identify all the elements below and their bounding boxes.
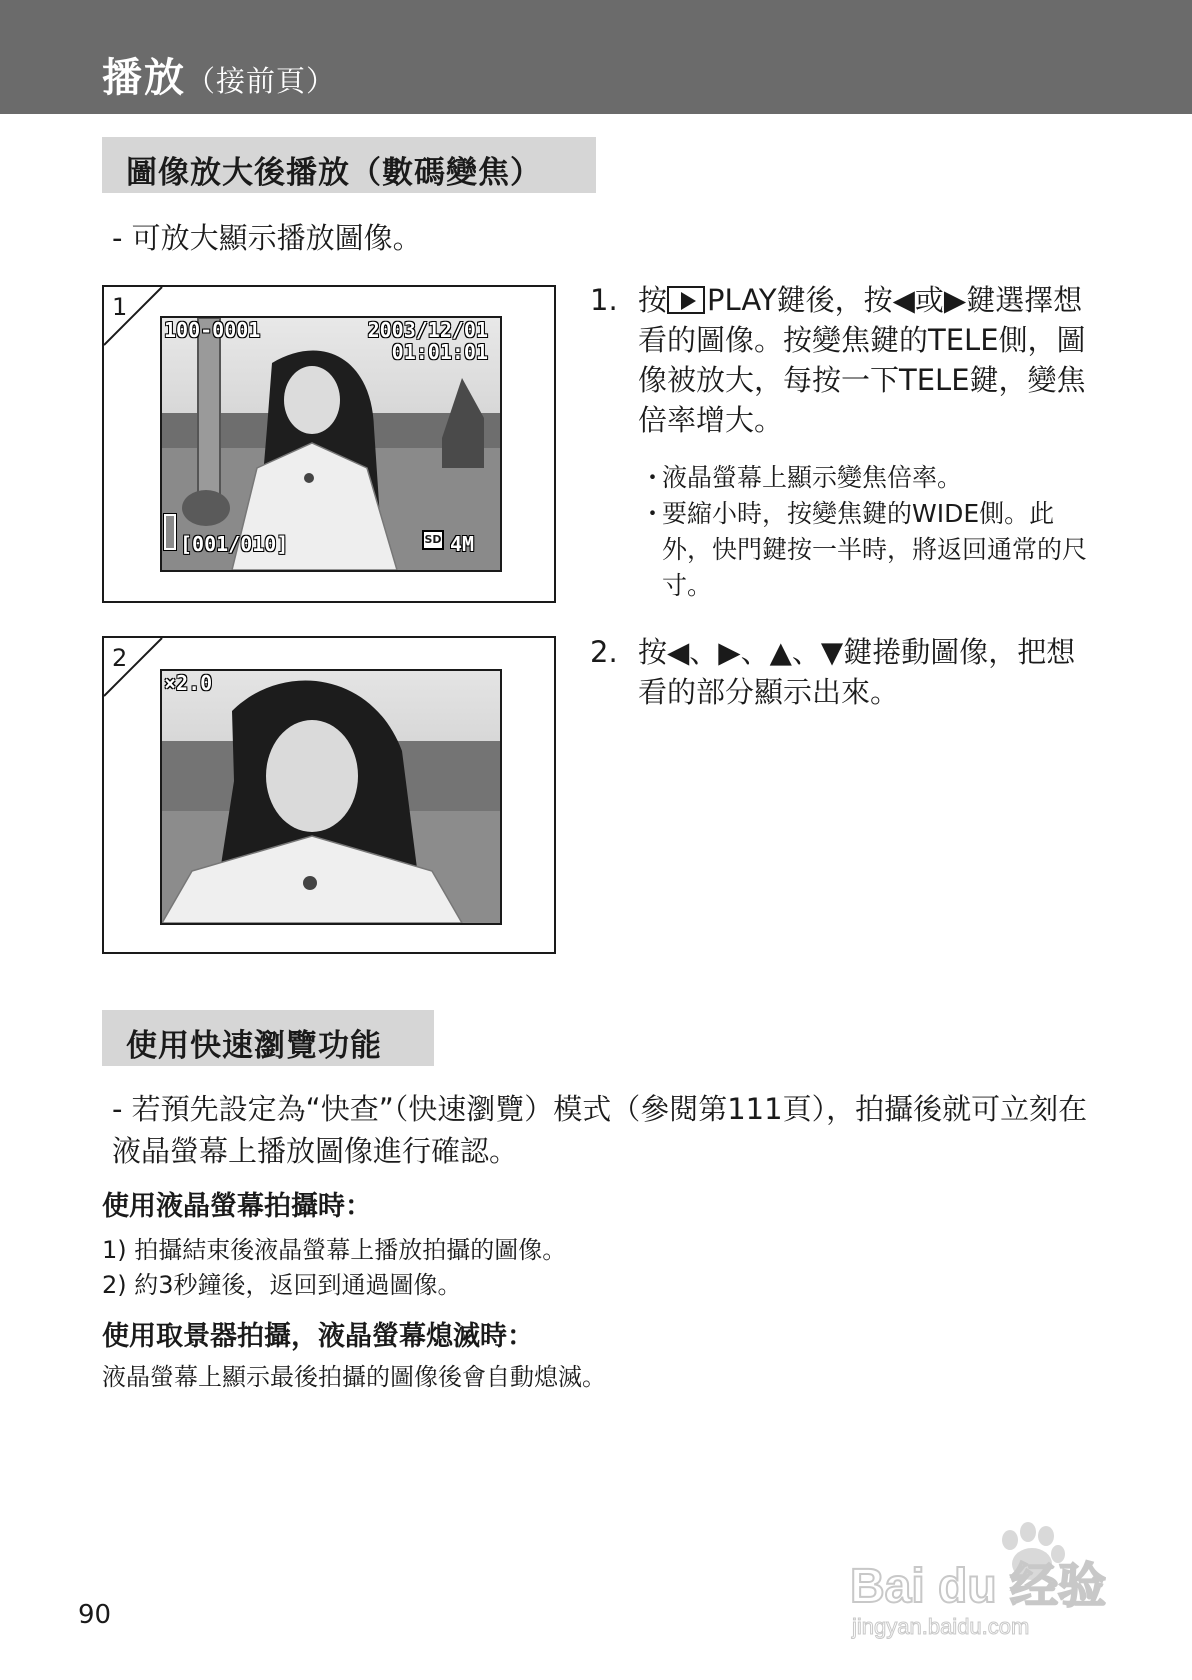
watermark-url: jingyan.baidu.com bbox=[852, 1614, 1030, 1639]
image-counter: [001/010] bbox=[180, 532, 289, 556]
section-title-zoom: 圖像放大後播放（數碼變焦） bbox=[102, 137, 596, 193]
photo-woman-zoomed bbox=[162, 671, 500, 923]
step-2 bbox=[590, 632, 1110, 722]
baidu-watermark-logo bbox=[840, 1510, 1150, 1640]
page-number: 90 bbox=[78, 1600, 112, 1630]
sd-card-icon: SD bbox=[422, 530, 444, 550]
list-item: 1) 拍攝結束後液晶螢幕上播放拍攝的圖像。 bbox=[102, 1236, 567, 1264]
note-item bbox=[638, 496, 1098, 604]
page-header bbox=[0, 0, 1192, 114]
figure-number: 2 bbox=[112, 644, 128, 672]
note-item bbox=[638, 460, 1098, 496]
section-title-quick-view: 使用快速瀏覽功能 bbox=[102, 1010, 434, 1066]
file-number: 100-0001 bbox=[164, 318, 261, 342]
lcd-screen-playback bbox=[160, 316, 502, 572]
section-intro: - 可放大顯示播放圖像。 bbox=[112, 221, 422, 255]
viewfinder-note: 液晶螢幕上顯示最後拍攝的圖像後會自動熄滅。 bbox=[102, 1363, 606, 1391]
lcd-shooting-heading: 使用液晶螢幕拍攝時： bbox=[102, 1191, 372, 1222]
step-text: 按◀、▶、▲、▼鍵捲動圖像，把想看的部分顯示出來。 bbox=[638, 635, 1076, 709]
zoom-ratio: ×2.0 bbox=[164, 671, 213, 695]
date-display: 2003/12/01 bbox=[367, 318, 488, 342]
notes-list bbox=[638, 460, 1098, 604]
lcd-screen-zoomed bbox=[160, 669, 502, 925]
battery-icon bbox=[164, 514, 176, 550]
time-display: 01:01:01 bbox=[391, 340, 488, 364]
viewfinder-shooting-heading: 使用取景器拍攝，液晶螢幕熄滅時： bbox=[102, 1321, 534, 1352]
bullet-mark: ・ bbox=[640, 463, 666, 492]
step-number: 2. bbox=[590, 635, 618, 669]
figure-1-frame bbox=[102, 285, 556, 603]
note-text: 要縮小時，按變焦鍵的WIDE側。此外，快門鍵按一半時，將返回通常的尺寸。 bbox=[662, 499, 1088, 600]
header-title-text: 播放 bbox=[102, 55, 186, 101]
step-text-pre: 按 bbox=[638, 283, 668, 317]
list-item: 2) 約3秒鐘後，返回到通過圖像。 bbox=[102, 1271, 462, 1299]
header-title bbox=[102, 46, 336, 103]
step-number: 1. bbox=[590, 283, 618, 317]
baidu-paw-icon bbox=[840, 1510, 1150, 1640]
step-text-post: PLAY鍵後，按◀或▶鍵選擇想看的圖像。按變焦鍵的TELE側，圖像被放大，每按一下TELE鍵，變焦倍率增大。 bbox=[638, 283, 1086, 437]
bullet-mark: ・ bbox=[640, 499, 666, 528]
image-size-indicator: 4M bbox=[450, 532, 475, 556]
figure-2-frame bbox=[102, 636, 556, 954]
header-subtitle: （接前頁） bbox=[186, 64, 337, 98]
play-button-icon bbox=[667, 286, 705, 314]
step-1 bbox=[590, 280, 1110, 450]
step-text bbox=[638, 280, 1100, 440]
figure-number: 1 bbox=[112, 293, 128, 321]
quick-view-paragraph: - 若預先設定為“快查”（快速瀏覽）模式（參閱第111頁），拍攝後就可立刻在液晶螢幕上播放圖像進行確認。 bbox=[112, 1092, 1088, 1168]
note-text: 液晶螢幕上顯示變焦倍率。 bbox=[662, 463, 963, 492]
watermark-brand: Bai du 经验 bbox=[850, 1560, 1107, 1613]
